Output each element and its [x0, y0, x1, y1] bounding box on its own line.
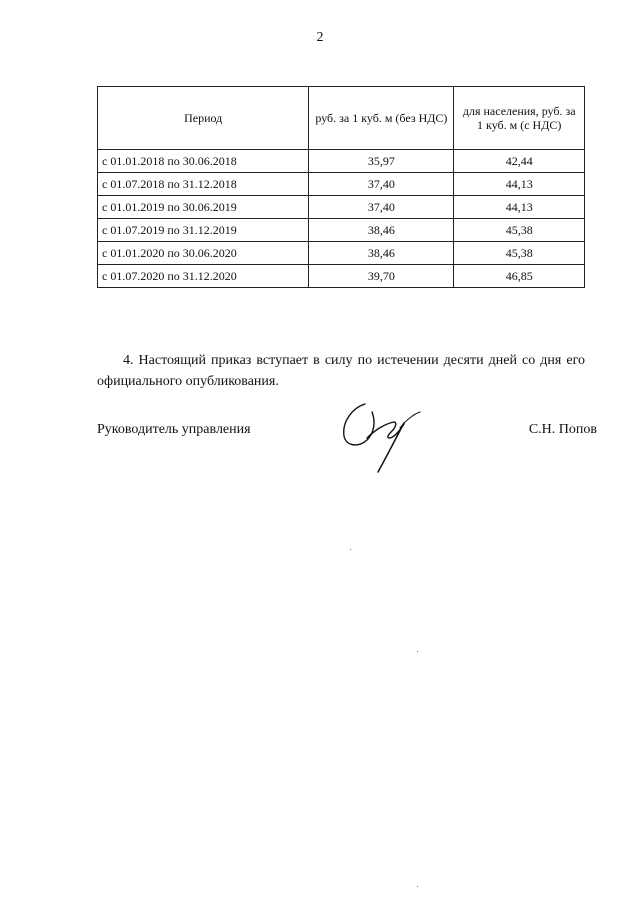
scan-speck [350, 549, 351, 550]
tariff-table [97, 86, 585, 288]
table-row [98, 150, 585, 173]
effective-date-paragraph: 4. Настоящий приказ вступает в силу по истечении десяти дней со дня его официального опубликования. [97, 353, 585, 389]
header-period: Период [98, 87, 309, 150]
period-cell: с 01.07.2018 по 31.12.2018 [98, 173, 309, 196]
price-with-vat-cell: 42,44 [454, 150, 585, 173]
page-number: 2 [316, 30, 324, 45]
table-row [98, 219, 585, 242]
price-without-vat-cell: 39,70 [309, 265, 454, 288]
scan-speck [417, 886, 418, 887]
price-without-vat-cell: 38,46 [309, 242, 454, 265]
scan-speck [417, 651, 418, 652]
price-with-vat-cell: 45,38 [454, 219, 585, 242]
handwritten-signature [334, 398, 424, 476]
table-row [98, 196, 585, 219]
price-with-vat-cell: 46,85 [454, 265, 585, 288]
period-cell: с 01.01.2019 по 30.06.2019 [98, 196, 309, 219]
price-with-vat-cell: 44,13 [454, 173, 585, 196]
period-cell: с 01.01.2018 по 30.06.2018 [98, 150, 309, 173]
table-row [98, 242, 585, 265]
table-row [98, 265, 585, 288]
table-header-row [98, 87, 585, 150]
price-with-vat-cell: 44,13 [454, 196, 585, 219]
header-price-without-vat: руб. за 1 куб. м (без НДС) [309, 87, 454, 150]
price-without-vat-cell: 38,46 [309, 219, 454, 242]
period-cell: с 01.07.2020 по 31.12.2020 [98, 265, 309, 288]
price-without-vat-cell: 37,40 [309, 173, 454, 196]
header-price-with-vat: для населения, руб. за 1 куб. м (с НДС) [454, 87, 585, 150]
signer-name: С.Н. Попов [528, 422, 597, 437]
price-with-vat-cell: 45,38 [454, 242, 585, 265]
table-row [98, 173, 585, 196]
period-cell: с 01.01.2020 по 30.06.2020 [98, 242, 309, 265]
period-cell: с 01.07.2019 по 31.12.2019 [98, 219, 309, 242]
price-without-vat-cell: 37,40 [309, 196, 454, 219]
signer-position: Руководитель управления [97, 422, 251, 437]
price-without-vat-cell: 35,97 [309, 150, 454, 173]
